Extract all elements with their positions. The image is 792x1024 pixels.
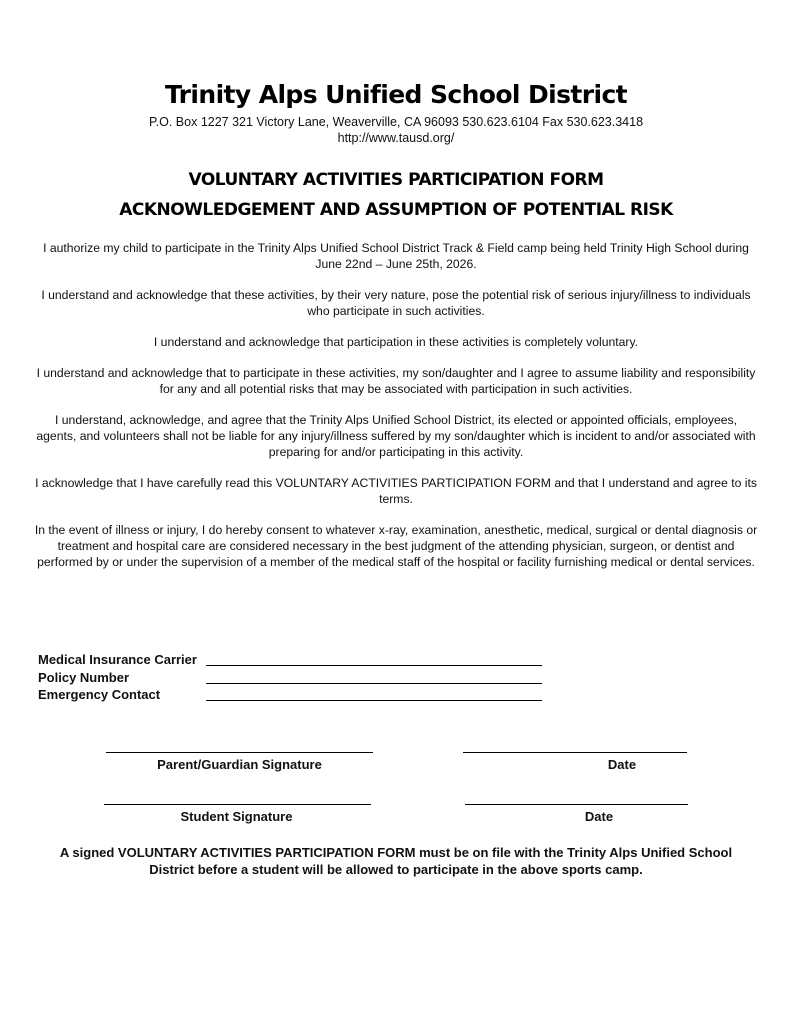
- insurance-row: [38, 652, 558, 670]
- release-paragraph: I understand, acknowledge, and agree that the Trinity Alps Unified School District, its elected or appointed officials, employees, agents, and volunteers shall not be liable for any injury/illness suffered by my son/daughter which is incident to and/or associated with preparing for and/or participating in this activity.: [36, 413, 756, 459]
- insurance-field[interactable]: [206, 665, 542, 666]
- authorization-paragraph: I authorize my child to participate in the Trinity Alps Unified School District Track & Field camp being held Trinity High School during June 22nd – June 25th, 2026.: [43, 241, 749, 271]
- district-website: http://www.tausd.org/: [337, 131, 455, 145]
- emergency-label: Emergency Contact: [38, 687, 161, 702]
- student-date-line[interactable]: [465, 804, 688, 805]
- policy-field[interactable]: [206, 683, 542, 684]
- form-title: VOLUNTARY ACTIVITIES PARTICIPATION FORM: [188, 170, 604, 190]
- form-body: [34, 240, 758, 585]
- student-signature-line[interactable]: [104, 804, 371, 805]
- terms-paragraph: I acknowledge that I have carefully read this VOLUNTARY ACTIVITIES PARTICIPATION FORM and that I understand and agree to its terms.: [35, 476, 757, 506]
- parent-signature-line[interactable]: [106, 752, 373, 753]
- voluntary-paragraph: I understand and acknowledge that participation in these activities is completely voluntary.: [153, 335, 639, 349]
- risk-paragraph: I understand and acknowledge that these activities, by their very nature, pose the potential risk of serious injury/illness to individuals who participate in such activities.: [41, 288, 751, 318]
- parent-signature-label: Parent/Guardian Signature: [157, 757, 322, 772]
- footer-notice: A signed VOLUNTARY ACTIVITIES PARTICIPATION FORM must be on file with the Trinity Alps Unified School District before a student will be allowed to participate in the above sports camp.: [59, 845, 733, 877]
- liability-paragraph: I understand and acknowledge that to participate in these activities, my son/daughter and I agree to assume liability and responsibility for any and all potential risks that may be associated with participation in such activities.: [36, 366, 756, 396]
- insurance-label: Medical Insurance Carrier: [38, 652, 197, 667]
- medical-consent-paragraph: In the event of illness or injury, I do hereby consent to whatever x-ray, examination, anesthetic, medical, surgical or dental diagnosis or treatment and hospital care are considered necessary in the best judgment of the attending physician, surgeon, or dentist and performed by or under the supervision of a member of the medical staff of the hospital or facility furnishing medical or dental services.: [34, 523, 758, 569]
- policy-row: [38, 670, 558, 688]
- policy-label: Policy Number: [38, 669, 130, 685]
- emergency-field[interactable]: [206, 700, 542, 701]
- contact-fields: [38, 652, 558, 705]
- emergency-row: [38, 687, 558, 705]
- student-signature-label: Student Signature: [180, 809, 293, 824]
- student-date-label: Date: [584, 809, 614, 824]
- district-name: Trinity Alps Unified School District: [164, 80, 628, 109]
- form-subtitle: ACKNOWLEDGEMENT AND ASSUMPTION OF POTENTIAL RISK: [119, 200, 673, 220]
- parent-date-label: Date: [607, 757, 637, 772]
- parent-date-line[interactable]: [463, 752, 687, 753]
- district-address: P.O. Box 1227 321 Victory Lane, Weaverville, CA 96093 530.623.6104 Fax 530.623.3418: [148, 115, 644, 129]
